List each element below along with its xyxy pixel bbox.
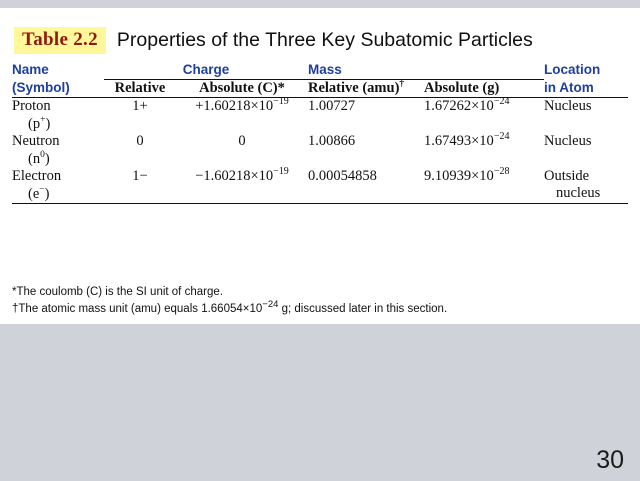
- footnote-dagger-post: g; discussed later in this section.: [278, 302, 448, 315]
- header-charge-group: [104, 62, 308, 80]
- row-proton-name: Proton: [12, 98, 51, 114]
- row-neutron-symbol-close: ): [44, 151, 50, 167]
- footnote-dagger-pre: †The atomic mass unit (amu) equals 1.66054×10: [12, 302, 263, 315]
- row-electron-location: Outside: [544, 168, 590, 184]
- row-neutron-charge-absolute-mantissa: 0: [238, 133, 246, 149]
- row-neutron-location: Nucleus: [544, 133, 592, 149]
- subatomic-particles-table: [12, 62, 628, 204]
- row-electron-charge-absolute-exp: −19: [273, 166, 289, 178]
- row-neutron-name: Neutron: [12, 133, 60, 149]
- row-proton-mass-absolute-exp: −24: [493, 96, 510, 108]
- header-location-cell-2: [544, 80, 628, 98]
- row-electron-symbol-close: ): [44, 186, 50, 202]
- footnote-dagger: [12, 298, 624, 318]
- row-neutron-symbol-open: (n: [28, 151, 41, 167]
- row-electron-symbol-open: (e: [28, 186, 40, 202]
- row-electron-name-cell: [12, 168, 104, 204]
- row-proton-mass-absolute: [424, 98, 544, 134]
- row-electron-mass-absolute: [424, 168, 544, 204]
- header-charge-absolute: Absolute (C)*: [199, 80, 285, 96]
- row-electron-mass-absolute-mantissa: 9.10939×10: [424, 168, 494, 184]
- page-number: 30: [596, 446, 624, 474]
- row-proton-symbol-charge: +: [40, 115, 46, 126]
- row-proton-mass-relative: 1.00727: [308, 98, 424, 134]
- row-electron-mass-relative: 0.00054858: [308, 168, 424, 204]
- table-title: Properties of the Three Key Subatomic Particles: [116, 28, 533, 51]
- row-neutron-symbol-charge: 0: [40, 150, 45, 161]
- row-electron-location-cell: [544, 168, 628, 204]
- row-proton-symbol-close: ): [45, 116, 51, 132]
- header-mass-relative-label: Relative (amu): [308, 80, 400, 96]
- header-name: Name: [12, 62, 49, 77]
- table-row: [12, 133, 628, 168]
- header-symbol: (Symbol): [12, 79, 70, 95]
- row-electron-mass-absolute-exp: −28: [493, 166, 510, 178]
- header-charge-label: Charge: [182, 62, 230, 77]
- row-electron-charge-absolute-mantissa: −1.60218×10: [195, 168, 274, 184]
- row-proton-charge-absolute-mantissa: +1.60218×10: [195, 98, 274, 114]
- header-group-row: [12, 62, 628, 80]
- table-body: [12, 98, 628, 204]
- row-electron-symbol: [12, 185, 104, 203]
- row-proton-name-cell: [12, 98, 104, 134]
- row-proton-charge-relative: 1+: [104, 98, 176, 134]
- row-proton-symbol-open: (p: [28, 116, 41, 132]
- row-proton-symbol: [12, 115, 104, 133]
- row-electron-symbol-charge: −: [39, 185, 45, 196]
- header-location-cell: [544, 62, 628, 80]
- table-number-badge: Table 2.2: [14, 27, 106, 54]
- header-charge-relative: Relative: [114, 80, 166, 96]
- table-title-row: [14, 24, 626, 56]
- row-neutron-name-cell: [12, 133, 104, 168]
- row-proton-mass-absolute-mantissa: 1.67262×10: [424, 98, 494, 114]
- row-neutron-symbol: [12, 150, 104, 168]
- row-neutron-mass-relative: 1.00866: [308, 133, 356, 149]
- table-head: [12, 62, 628, 98]
- header-symbol-cell: [12, 80, 104, 98]
- header-location-line2: in Atom: [544, 79, 594, 95]
- header-name-cell: [12, 62, 104, 80]
- header-mass-relative: [308, 80, 424, 98]
- footnote-asterisk: *The coulomb (C) is the SI unit of charge.: [12, 286, 223, 298]
- row-neutron-mass-absolute-exp: −24: [493, 131, 510, 143]
- row-proton-charge-absolute: [176, 98, 308, 134]
- row-proton-location: Nucleus: [544, 98, 628, 134]
- row-neutron-charge-relative: 0: [136, 133, 144, 149]
- header-mass-relative-dagger: †: [399, 79, 405, 90]
- table-panel: [0, 8, 640, 324]
- row-electron-charge-absolute: [176, 168, 308, 204]
- footnote-dagger-exp: −24: [262, 298, 279, 310]
- header-sub-row: [12, 80, 628, 98]
- table-footnotes: [12, 284, 624, 317]
- row-electron-charge-relative: 1−: [104, 168, 176, 204]
- header-mass-label: Mass: [308, 62, 342, 77]
- header-location-line1: Location: [544, 62, 601, 77]
- row-neutron-mass-absolute: [424, 133, 544, 168]
- row-electron-location-2: nucleus: [556, 185, 601, 201]
- table-row: [12, 98, 628, 134]
- row-neutron-charge-absolute: [176, 133, 308, 168]
- table-row: [12, 168, 628, 204]
- header-mass-absolute: Absolute (g): [424, 80, 500, 96]
- row-electron-name: Electron: [12, 168, 62, 184]
- row-neutron-mass-absolute-mantissa: 1.67493×10: [424, 133, 494, 149]
- header-mass-group: [308, 62, 544, 80]
- row-proton-charge-absolute-exp: −19: [273, 96, 289, 108]
